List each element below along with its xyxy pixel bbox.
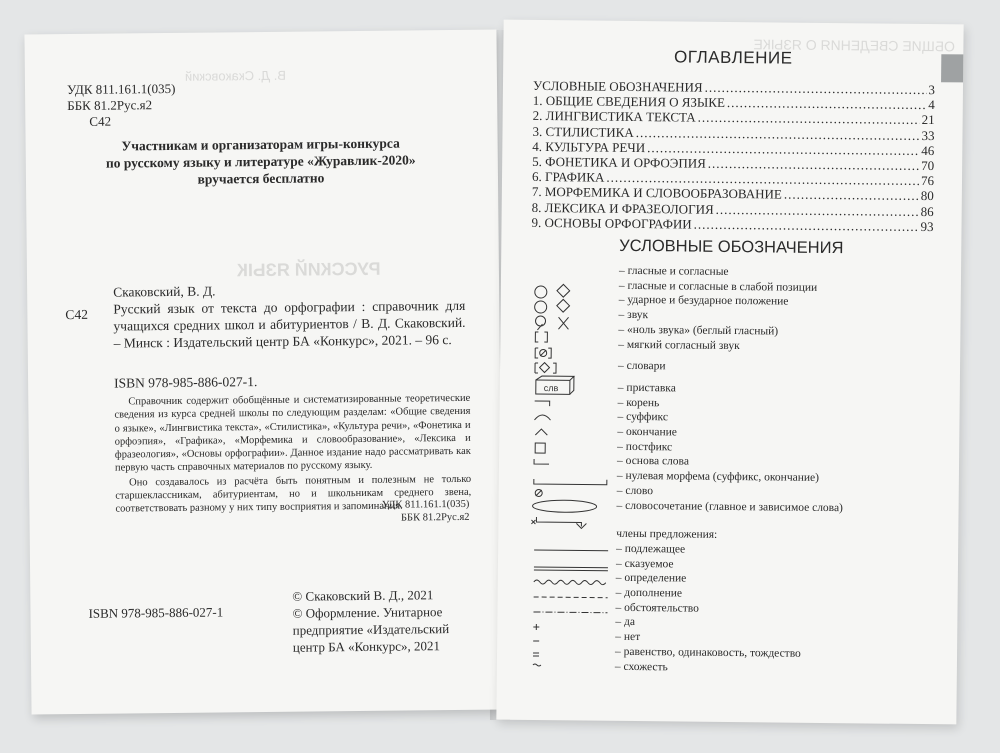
toc-entry-page: 46 xyxy=(921,142,935,158)
legend-item: – словари xyxy=(617,360,666,373)
equal-icon xyxy=(533,653,539,656)
isbn-record: ISBN 978-985-886-027-1. xyxy=(114,374,258,391)
toc-entry-page: 86 xyxy=(920,203,934,219)
object-line xyxy=(534,597,608,598)
dedication-line: по русскому языку и литературе «Журавлик-2020» xyxy=(105,152,416,171)
left-page xyxy=(24,30,503,715)
legend-item: – нулевая морфема (суффикс, окончание) xyxy=(616,469,820,485)
bleed-through-author: В. Д. Скаковский xyxy=(184,67,287,84)
legend-title: УСЛОВНЫЕ ОБОЗНАЧЕНИЯ xyxy=(619,236,844,258)
postfix-icon xyxy=(534,459,549,464)
weak-consonant-icon xyxy=(557,299,570,312)
member-item: – определение xyxy=(615,572,687,585)
consonant-diamond-icon xyxy=(557,284,570,297)
member-item: – подлежащее xyxy=(616,542,686,556)
legend-item: – гласные и согласные в слабой позиции xyxy=(618,279,818,294)
dictionary-symbol-text: слв xyxy=(543,383,559,394)
toc-entry-label: 7. МОРФЕМИКА И СЛОВООБРАЗОВАНИЕ xyxy=(531,184,782,202)
root-icon xyxy=(534,415,550,420)
catalog-record xyxy=(65,280,466,352)
vowel-circle-icon xyxy=(535,286,547,298)
legend-item: – ударное и безударное положение xyxy=(618,294,789,309)
annotation-paragraph: Справочник содержит обобщённые и систематизированные теоретические сведения из курса средней школы по следующим разделам: «Общие сведения о языке», «Лингвистика текста», «Стилистика», «Культура речи», «Фонетика и орфоэпия», «Графика», «Морфемика и словообразование», «Лексика и фразеология», «Основы орфографии». Данное издание надо рассматривать как первую часть справочных материалов по русскому языку. xyxy=(114,392,471,475)
dedication-line: Участникам и организаторам игры-конкурса xyxy=(121,135,400,154)
udk-block xyxy=(67,81,176,130)
member-item: – сказуемое xyxy=(615,557,674,571)
toc-leader xyxy=(694,216,919,234)
toc-entry-label: 4. КУЛЬТУРА РЕЧИ xyxy=(532,138,646,155)
attribute-line xyxy=(534,580,606,585)
adverbial-line xyxy=(533,612,607,613)
annotation-paragraph: Оно создавалось из расчёта быть понятным и полезным не только старшеклассникам, абитуриентам, но и школьникам среднего звена, соответствовать разному у них типу восприятия и запоминания. xyxy=(115,473,472,515)
catalog-code: С42 xyxy=(65,306,88,323)
legend-item: – гласные и согласные xyxy=(618,264,729,278)
toc-entry-page: 4 xyxy=(928,97,935,113)
member-item: – нет xyxy=(615,630,641,644)
toc-entry-label: 9. ОСНОВЫ ОРФОГРАФИИ xyxy=(531,214,692,232)
author-heading: Скаковский, В. Д. xyxy=(113,283,216,300)
toc-entry-page: 3 xyxy=(928,82,936,98)
bbk-bottom: ББК 81.2Рус.я2 xyxy=(400,511,470,524)
legend-item: – окончание xyxy=(617,425,678,439)
member-item: – дополнение xyxy=(615,586,683,600)
legend-symbols xyxy=(525,260,619,671)
weak-vowel-icon xyxy=(535,301,547,313)
toc-entry-page: 93 xyxy=(920,218,934,234)
udk-bottom-block xyxy=(329,498,469,525)
copyright-block xyxy=(292,586,473,656)
legend-item: – постфикс xyxy=(617,440,673,454)
toc-entry-page: 80 xyxy=(920,188,934,204)
toc-entry-label: 5. ФОНЕТИКА И ОРФОЭПИЯ xyxy=(532,153,706,171)
udk-bottom: УДК 811.161.1(035) xyxy=(381,498,470,511)
members-heading: члены предложения: xyxy=(616,528,718,542)
toc-title: ОГЛАВЛЕНИЕ xyxy=(673,47,793,68)
bleed-through-heading: ОБЩИЕ СВЕДЕНИЯ О ЯЗЫКЕ xyxy=(753,36,956,55)
legend-item: – мягкий согласный звук xyxy=(618,338,740,352)
toc-entry-label: 6. ГРАФИКА xyxy=(531,169,605,185)
member-item: – да xyxy=(615,616,636,629)
toc-entry-label: 1. ОБЩИЕ СВЕДЕНИЯ О ЯЗЫКЕ xyxy=(532,93,726,111)
copyright-line: предприятие «Издательский xyxy=(292,621,450,638)
legend-item: – приставка xyxy=(617,381,676,395)
bleed-through-title: РУССКИЙ ЯЗЫК xyxy=(236,258,381,281)
legend-item: – «ноль звука» (беглый гласный) xyxy=(618,323,779,338)
toc-entry-page: 76 xyxy=(920,173,935,189)
member-item: – схожесть xyxy=(614,660,668,673)
dedication-line: вручается бесплатно xyxy=(197,170,325,187)
dedication xyxy=(96,134,427,188)
word-oval-icon xyxy=(533,500,597,513)
toc-entry-page: 21 xyxy=(921,112,935,128)
toc-entry-label: УСЛОВНЫЕ ОБОЗНАЧЕНИЯ xyxy=(532,77,703,95)
similar-icon xyxy=(533,664,541,666)
toc-entry-page: 70 xyxy=(921,158,935,174)
member-item: – обстоятельство xyxy=(615,601,699,615)
sound-brackets-icon xyxy=(535,332,547,342)
bbk-code: ББК 81.2Рус.я2 xyxy=(67,97,153,114)
legend-list xyxy=(615,264,919,677)
author-mark: С42 xyxy=(89,113,112,129)
legend-item: – основа слова xyxy=(616,455,690,469)
copyright-line: © Скаковский В. Д., 2021 xyxy=(292,587,434,604)
toc-entry xyxy=(531,215,933,234)
yes-plus-icon xyxy=(533,624,539,630)
stressed-vowel-icon xyxy=(535,316,545,326)
legend-item: – звук xyxy=(618,308,649,322)
suffix-icon xyxy=(535,429,547,435)
toc-entry-label: 3. СТИЛИСТИКА xyxy=(532,123,634,140)
toc-entry-page: 33 xyxy=(921,127,935,143)
catalog-text: Русский язык от текста до орфографии : справочник для учащихся средних школ и абитуриентов / В. Д. Скаковский. – Минск : Издательский центр БА «Конкурс», 2021. – 96 с. xyxy=(113,297,466,351)
toc-leader xyxy=(784,187,919,204)
legend-item: – корень xyxy=(617,396,660,409)
subject-line xyxy=(534,550,608,551)
copyright-line: центр БА «Конкурс», 2021 xyxy=(292,638,441,655)
toc-entry-label: 2. ЛИНГВИСТИКА ТЕКСТА xyxy=(532,108,696,126)
table-of-contents xyxy=(531,78,935,234)
member-item: – равенство, одинаковость, тождество xyxy=(615,645,801,660)
stem-icon xyxy=(534,479,607,485)
isbn-footer: ISBN 978-985-886-027-1 xyxy=(88,604,224,621)
phrase-icon xyxy=(536,517,586,529)
legend-item: – слово xyxy=(616,484,654,498)
toc-entry-label: 8. ЛЕКСИКА И ФРАЗЕОЛОГИЯ xyxy=(531,199,714,217)
ending-icon xyxy=(535,443,545,453)
unstressed-mark-icon xyxy=(558,317,568,329)
prefix-icon xyxy=(535,401,550,406)
right-page xyxy=(496,20,963,725)
legend-item: – суффикс xyxy=(617,411,669,424)
predicate-line xyxy=(534,567,608,571)
legend-item: – словосочетание (главное и зависимое слова) xyxy=(616,499,843,514)
copyright-line: © Оформление. Унитарное xyxy=(292,604,443,621)
udk-code: УДК 811.161.1(035) xyxy=(66,80,176,98)
